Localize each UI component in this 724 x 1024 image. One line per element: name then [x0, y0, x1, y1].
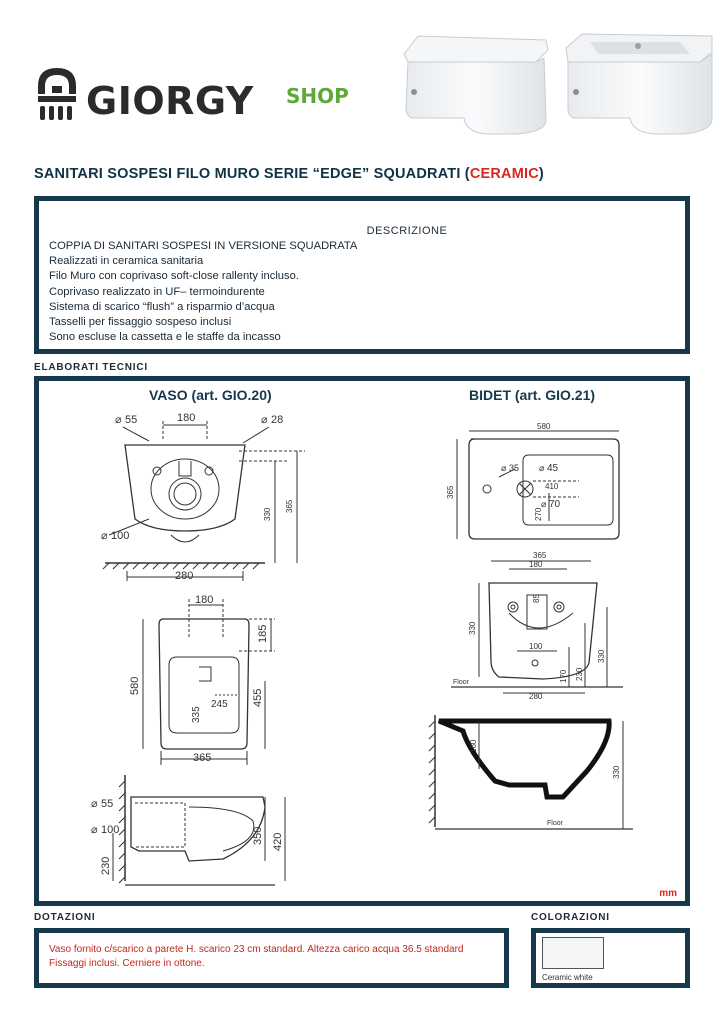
- dim-label: 170: [559, 669, 568, 683]
- dim-label: 245: [211, 699, 228, 710]
- dotazioni-label: DOTAZIONI: [34, 912, 96, 923]
- unit-label: mm: [659, 888, 677, 899]
- diameter-icon: ⌀: [101, 530, 108, 542]
- dim-label: 100: [101, 824, 120, 836]
- dim-label: 335: [191, 706, 202, 723]
- floor-label: Floor: [453, 679, 469, 686]
- dotazioni-line: Vaso fornito c/scarico a parete H. scarico 23 cm standard. Altezza carico acqua 36.5 standard: [49, 944, 464, 955]
- dim-label: 330: [597, 649, 606, 663]
- page-title: SANITARI SOSPESI FILO MURO SERIE “EDGE” SQUADRATI (CERAMIC): [34, 166, 544, 182]
- color-swatch: [542, 937, 604, 969]
- dim-label: 55: [101, 798, 114, 810]
- floor-label: Floor: [547, 820, 563, 827]
- dim-label: 185: [257, 624, 269, 643]
- dim-label: 580: [537, 422, 551, 431]
- diameter-icon: ⌀: [539, 463, 545, 473]
- swatch-label: Ceramic white: [542, 973, 593, 982]
- colorazioni-box: [531, 928, 690, 988]
- dim-label: 420: [272, 832, 284, 851]
- description-heading: DESCRIZIONE: [366, 225, 448, 237]
- dim-label: 280: [529, 692, 543, 701]
- diameter-icon: ⌀: [261, 414, 268, 426]
- description-line: Realizzati in ceramica sanitaria: [49, 255, 204, 268]
- vaso-plan-view: [143, 599, 275, 765]
- dim-label: 365: [285, 499, 294, 513]
- description-box: [34, 196, 690, 354]
- bidet-side-view: [429, 715, 633, 829]
- brand-name: GIORGY: [86, 79, 254, 123]
- dim-label: 35: [509, 463, 520, 473]
- dim-label: 180: [529, 560, 543, 569]
- wc-product-photo: [396, 22, 556, 142]
- vaso-title: VASO (art. GIO.20): [149, 387, 272, 403]
- description-lines: [49, 239, 357, 345]
- dim-label: 160: [469, 739, 478, 753]
- brand-logo: [34, 62, 254, 124]
- dim-label: 365: [533, 551, 547, 560]
- dim-label: 330: [612, 765, 621, 779]
- description-line: COPPIA DI SANITARI SOSPESI IN VERSIONE SQUADRATA: [49, 240, 358, 252]
- dim-label: 55: [125, 414, 138, 426]
- dim-label: 270: [534, 507, 543, 521]
- diameter-icon: ⌀: [115, 414, 122, 426]
- diameter-icon: ⌀: [541, 499, 547, 509]
- dim-label: 180: [177, 412, 196, 424]
- dim-label: 70: [549, 499, 561, 510]
- tech-section-label: ELABORATI TECNICI: [34, 362, 148, 373]
- dim-label: 280: [175, 570, 194, 582]
- diameter-icon: ⌀: [91, 824, 98, 836]
- description-line: Sistema di scarico “flush” a risparmio d’acqua: [49, 300, 275, 313]
- dim-label: 100: [111, 530, 130, 542]
- description-line: Tasselli per fissaggio sospeso inclusi: [49, 316, 232, 329]
- dim-label: 365: [193, 752, 212, 764]
- dim-label: 410: [545, 482, 559, 491]
- dim-label: 85: [532, 594, 541, 603]
- brand-shop: SHOP: [286, 84, 349, 108]
- dim-label: 350: [252, 826, 264, 845]
- dim-label: 330: [468, 621, 477, 635]
- dim-label: 100: [529, 642, 543, 651]
- dotazioni-line: Fissaggi inclusi. Cerniere in ottone.: [49, 958, 205, 969]
- bidet-title: BIDET (art. GIO.21): [469, 387, 596, 403]
- technical-drawings-box: [34, 376, 690, 906]
- dim-label: 28: [271, 414, 284, 426]
- dim-label: 230: [575, 667, 584, 681]
- bidet-top-view: [457, 431, 619, 539]
- technical-drawings: [39, 381, 685, 901]
- description-line: Coprivaso realizzato in UF– termoindurente: [49, 285, 265, 298]
- dim-label: 365: [446, 485, 455, 499]
- diameter-icon: ⌀: [91, 798, 98, 810]
- dotazioni-text: [49, 943, 463, 971]
- dim-label: 330: [263, 507, 272, 521]
- description-line: Sono escluse la cassetta e le staffe da incasso: [49, 331, 281, 344]
- dim-label: 45: [547, 463, 559, 474]
- bidet-product-photo: [560, 22, 718, 142]
- vaso-top-view: [103, 421, 305, 581]
- diameter-icon: ⌀: [501, 463, 507, 473]
- description-line: Filo Muro con coprivaso soft-close rallenty incluso.: [49, 270, 299, 283]
- dim-label: 580: [129, 676, 141, 695]
- house-shower-icon: [34, 62, 80, 124]
- dim-label: 455: [252, 688, 264, 707]
- dim-label: 230: [100, 856, 112, 875]
- dim-label: 180: [195, 594, 214, 606]
- dotazioni-box: [34, 928, 509, 988]
- colorazioni-label: COLORAZIONI: [531, 912, 610, 923]
